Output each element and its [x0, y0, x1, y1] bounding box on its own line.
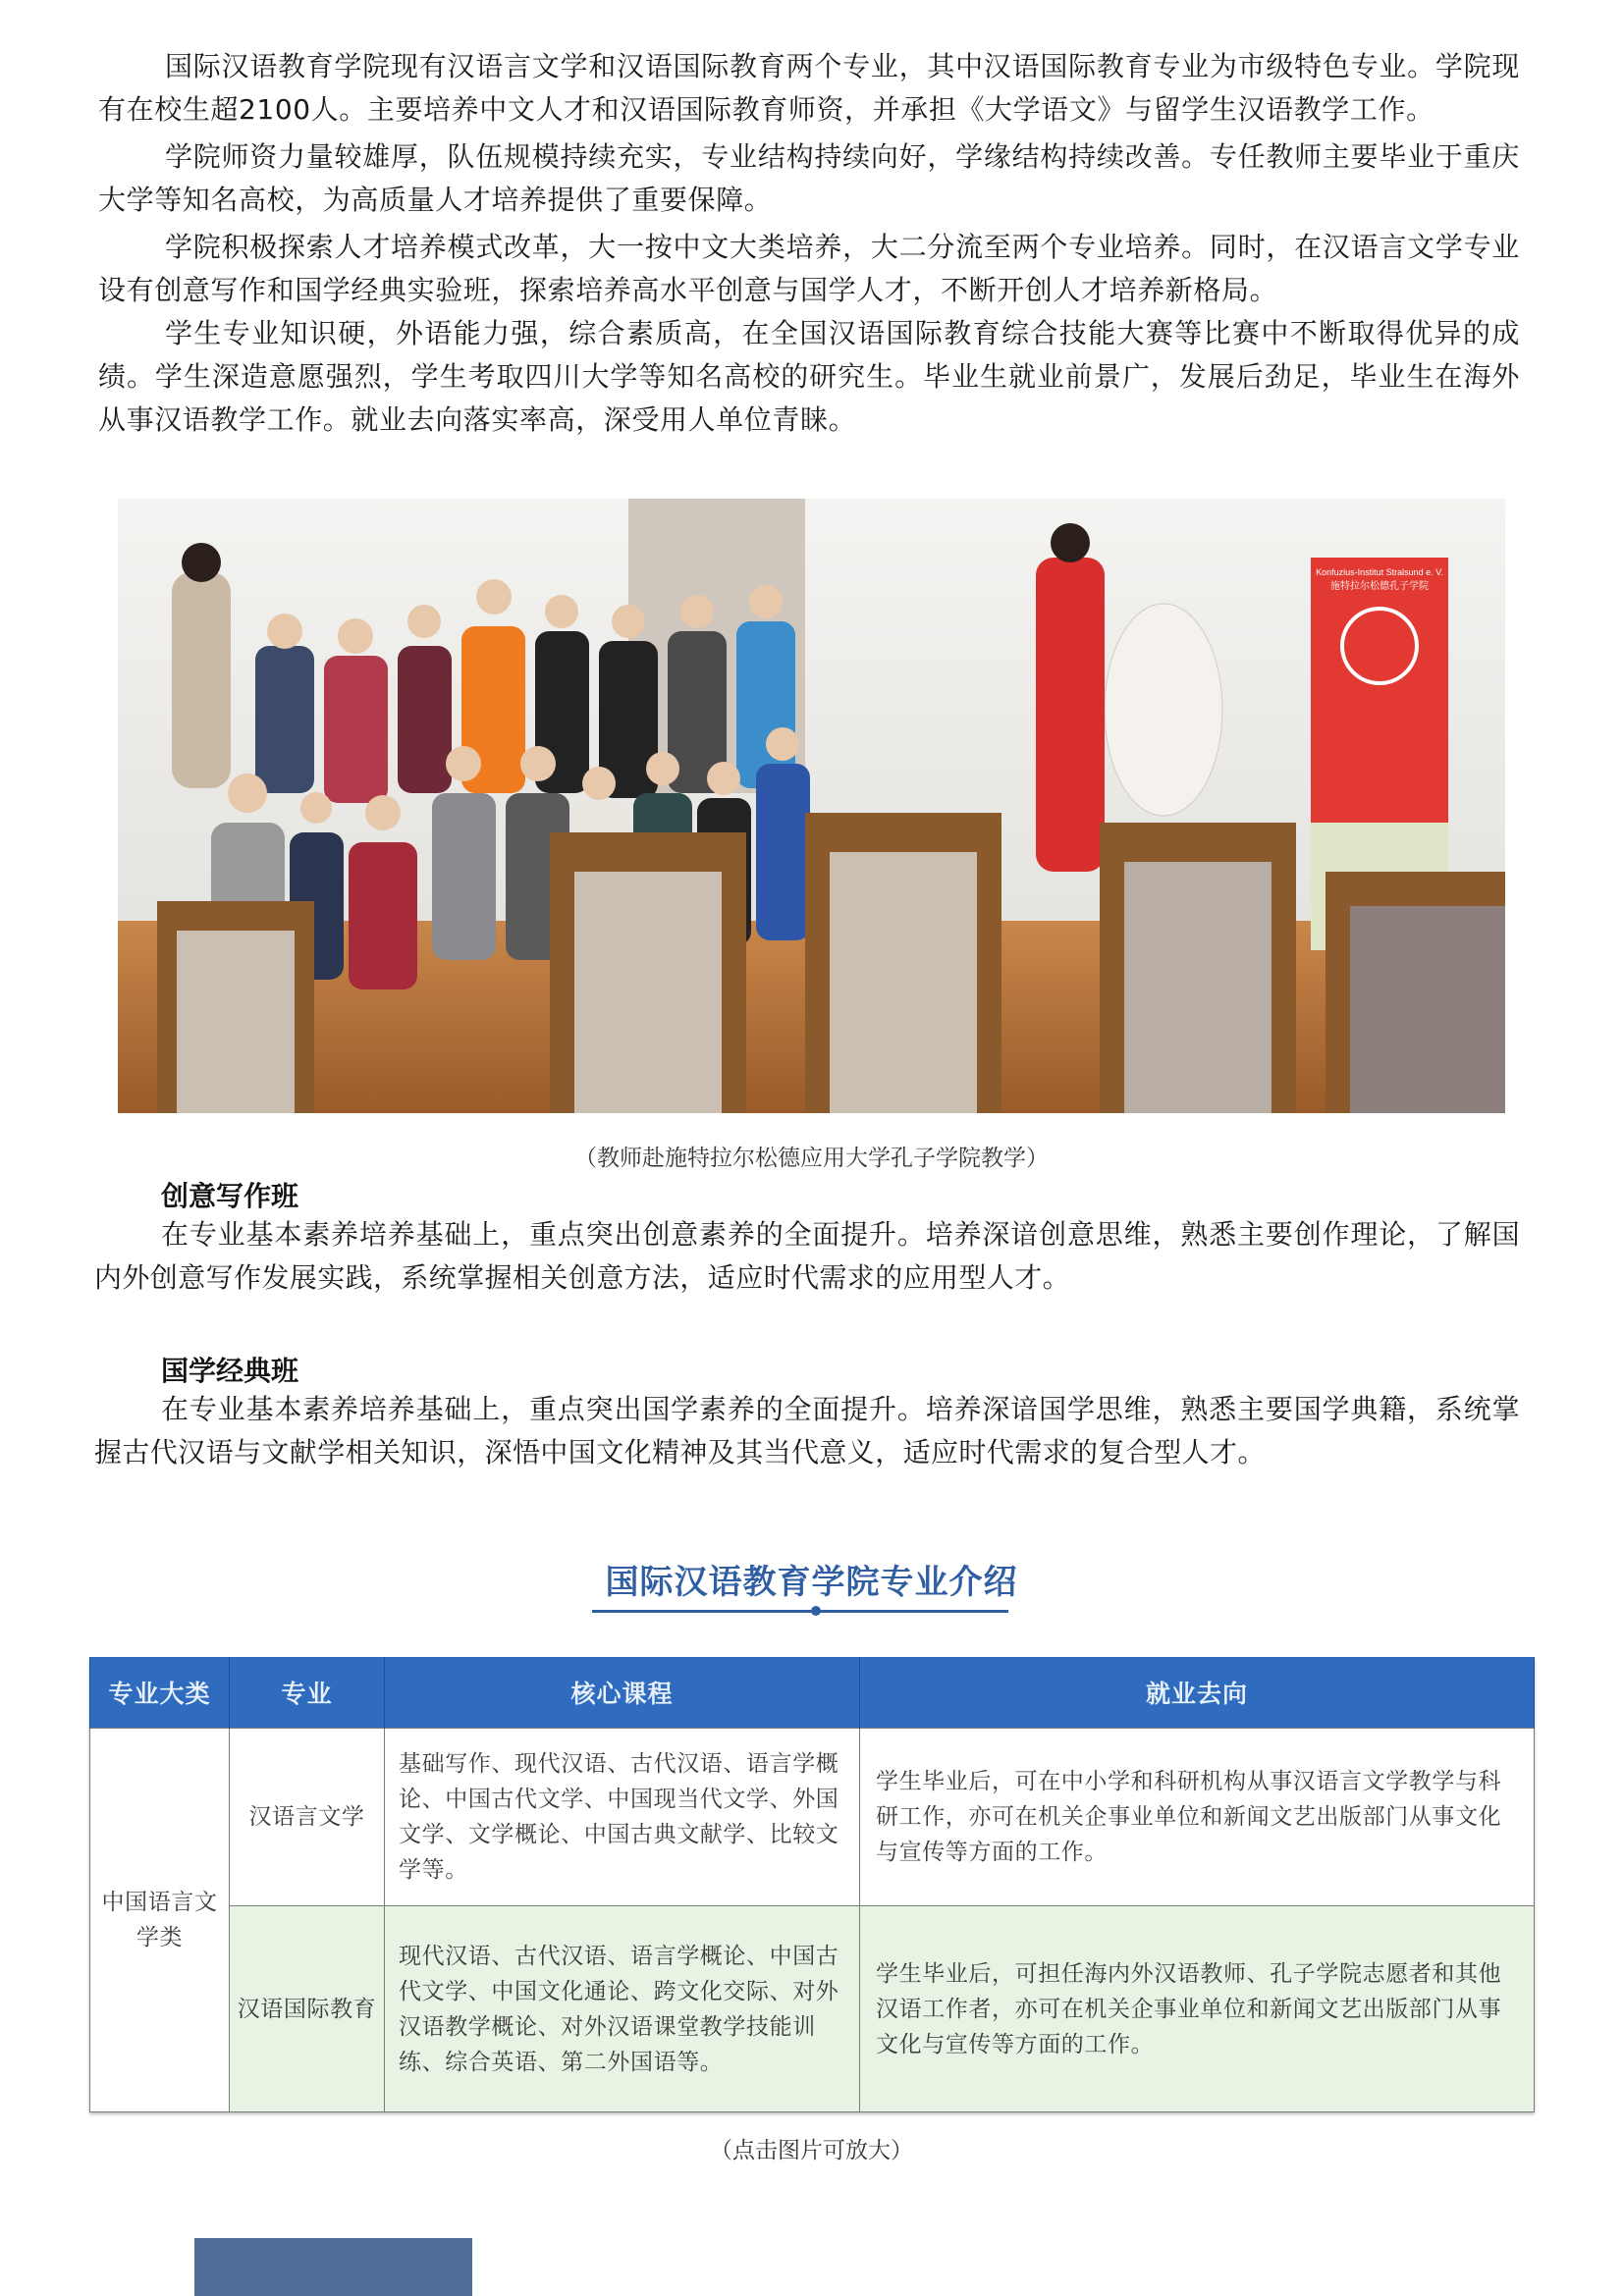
intro-paragraph-2: 学院师资力量较雄厚，队伍规模持续充实，专业结构持续向好，学缘结构持续改善。专任教师主要毕业于重庆大学等知名高校，为高质量人才培养提供了重要保障。 [98, 140, 1520, 216]
career-cell: 学生毕业后，可担任海内外汉语教师、孔子学院志愿者和其他汉语工作者，亦可在机关企事业单位和新闻文艺出版部门从事文化与宣传等方面的工作。 [860, 1906, 1535, 2112]
header-category: 专业大类 [90, 1657, 230, 1729]
header-career: 就业去向 [860, 1657, 1535, 1729]
major-cell: 汉语国际教育 [230, 1906, 385, 2112]
footer-blue-bar [194, 2238, 472, 2296]
section-paragraph: 在专业基本素养培养基础上，重点突出国学素养的全面提升。培养深谙国学思维，熟悉主要国学典籍，系统掌握古代汉语与文献学相关知识，深悟中国文化精神及其当代意义，适应时代需求的复合型人才。 [94, 1393, 1520, 1468]
header-core-courses: 核心课程 [385, 1657, 860, 1729]
category-cell: 中国语言文学类 [90, 1729, 230, 2112]
career-cell: 学生毕业后，可在中小学和科研机构从事汉语言文学教学与科研工作，亦可在机关企事业单位和新闻文艺出版部门从事文化与宣传等方面的工作。 [860, 1729, 1535, 1906]
table-caption: （点击图片可放大） [710, 2138, 913, 2163]
group-photo[interactable] [118, 499, 1505, 1113]
section-title-classics: 国学经典班 [161, 1355, 299, 1387]
svg-text:施特拉尔松德孔子学院: 施特拉尔松德孔子学院 [1330, 581, 1429, 592]
majors-table[interactable] [89, 1657, 1535, 2112]
table-row [90, 1906, 1535, 2112]
title-underline-dot [811, 1606, 821, 1616]
table-header-row [90, 1657, 1535, 1729]
photo-caption: （教师赴施特拉尔松德应用大学孔子学院教学） [574, 1146, 1049, 1171]
table-row [90, 1729, 1535, 1906]
intro-paragraph-3: 学院积极探索人才培养模式改革，大一按中文大类培养，大二分流至两个专业培养。同时，在汉语言文学专业设有创意写作和国学经典实验班，探索培养高水平创意与国学人才，不断开创人才培养新格局。 [98, 231, 1520, 306]
courses-cell: 基础写作、现代汉语、古代汉语、语言学概论、中国古代文学、中国现当代文学、外国文学、文学概论、中国古典文献学、比较文学等。 [385, 1729, 860, 1906]
intro-text [98, 45, 1520, 442]
major-cell: 汉语言文学 [230, 1729, 385, 1906]
intro-paragraph-4: 学生专业知识硬，外语能力强，综合素质高，在全国汉语国际教育综合技能大赛等比赛中不断取得优异的成绩。学生深造意愿强烈，学生考取四川大学等知名高校的研究生。毕业生就业前景广，发展后劲足，毕业生在海外从事汉语教学工作。就业去向落实率高，深受用人单位青睐。 [98, 317, 1520, 436]
group-photo-illustration [118, 499, 1505, 1113]
title-underline [592, 1610, 1008, 1613]
courses-cell: 现代汉语、古代汉语、语言学概论、中国古代文学、中国文化通论、跨文化交际、对外汉语教学概论、对外汉语课堂教学技能训练、综合英语、第二外国语等。 [385, 1906, 860, 2112]
section-title-creative-writing: 创意写作班 [161, 1180, 299, 1212]
header-major: 专业 [230, 1657, 385, 1729]
majors-table-title: 国际汉语教育学院专业介绍 [605, 1563, 1018, 1602]
section-body-creative-writing [94, 1213, 1520, 1300]
svg-text:Konfuzius-Institut Stralsund e: Konfuzius-Institut Stralsund e. V. [1316, 567, 1443, 577]
section-paragraph: 在专业基本素养培养基础上，重点突出创意素养的全面提升。培养深谙创意思维，熟悉主要创作理论，了解国内外创意写作发展实践，系统掌握相关创意方法，适应时代需求的应用型人才。 [94, 1218, 1520, 1294]
section-body-classics [94, 1388, 1520, 1474]
intro-paragraph-1: 国际汉语教育学院现有汉语言文学和汉语国际教育两个专业，其中汉语国际教育专业为市级特色专业。学院现有在校生超2100人。主要培养中文人才和汉语国际教育师资，并承担《大学语文》与留学生汉语教学工作。 [98, 50, 1520, 126]
